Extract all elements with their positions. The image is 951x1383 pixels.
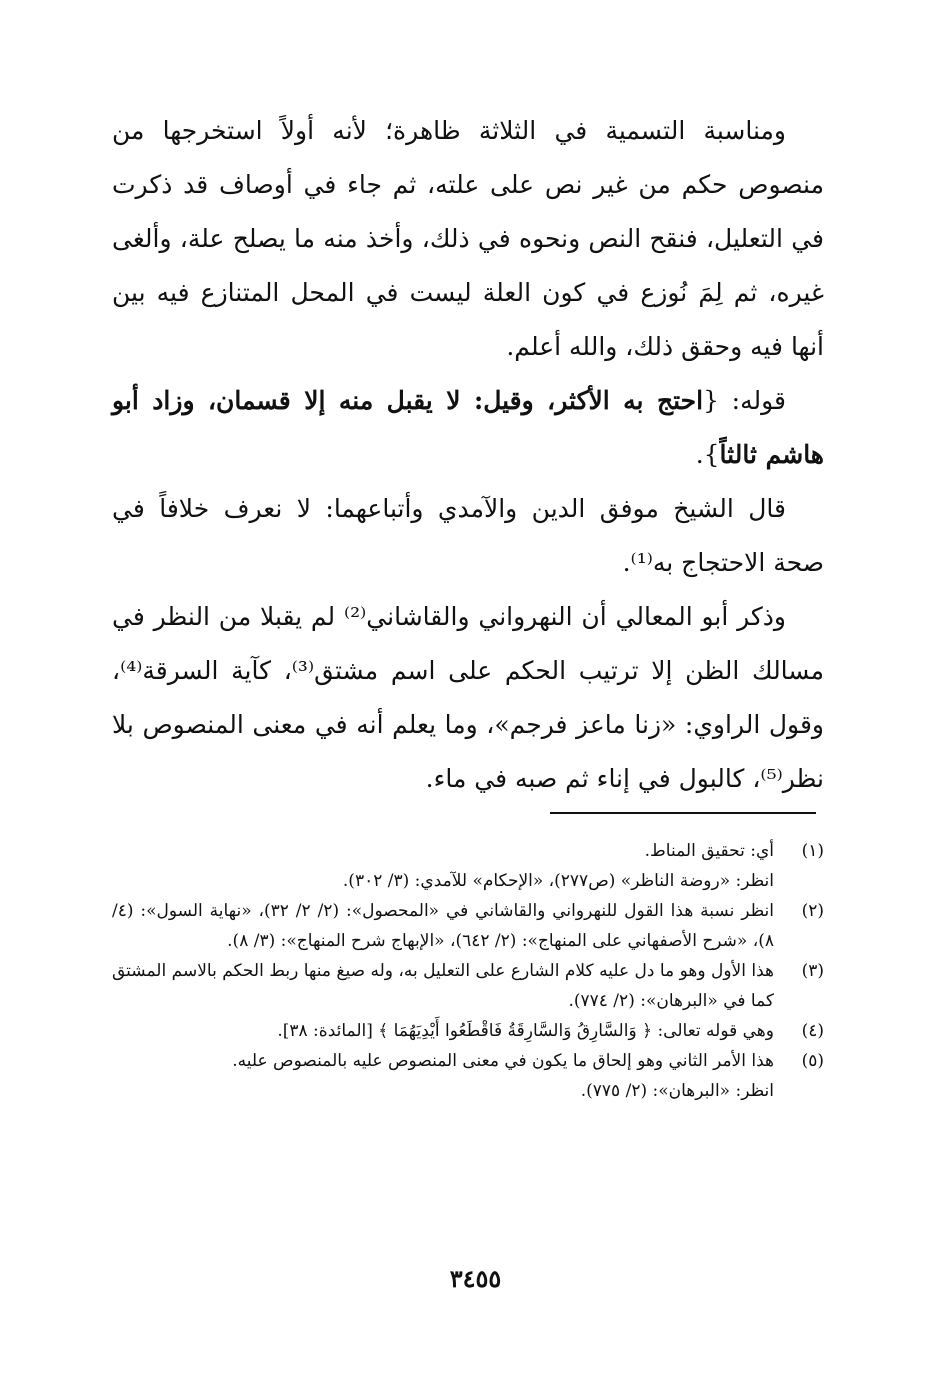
footnote-body: [112, 836, 774, 896]
footnote-4: [112, 1016, 824, 1046]
footnote-number: (٣): [801, 961, 824, 981]
footnotes: [112, 836, 824, 1106]
footnote-body: [112, 956, 774, 1016]
paragraph-4: وذكر أبو المعالي أن النهرواني والقاشاني⁽²⁾ لم يقبلا من النظر في مسالك الظن إلا ترتيب الحكم على اسم مشتق⁽³⁾، كآية السرقة⁽⁴⁾، وقول الراوي: «زنا ماعز فرجم»، وما يعلم أنه في معنى المنصوص بلا نظر⁽⁵⁾، كالبول في إناء ثم صبه في ماء.: [112, 602, 824, 793]
footnote-3: [112, 956, 824, 1016]
footnote-body: [112, 1016, 774, 1046]
main-text: [112, 104, 824, 806]
footnote-body: [112, 1046, 774, 1106]
paragraph-3: قال الشيخ موفق الدين والآمدي وأتباعهما: لا نعرف خلافاً في صحة الاحتجاج به⁽¹⁾.: [112, 494, 824, 577]
footnote-number: (٤): [801, 1021, 824, 1041]
footnote-line: هذا الأمر الثاني وهو إلحاق ما يكون في معنى المنصوص عليه بالمنصوص عليه.: [232, 1051, 774, 1071]
footnote-1: [112, 836, 824, 896]
footnote-2: [112, 896, 824, 956]
quote-close: }.: [695, 440, 720, 469]
footnote-line: وهي قوله تعالى: ﴿ وَالسَّارِقُ وَالسَّارِقَةُ فَاقْطَعُوا أَيْدِيَهُمَا ﴾ [المائدة: ٣٨].: [277, 1021, 774, 1041]
footnote-line: أي: تحقيق المناط.: [644, 841, 774, 861]
quoted-text: احتج به الأكثر، وقيل: لا يقبل منه إلا قسمان، وزاد أبو هاشم ثالثاً: [112, 386, 824, 469]
footnote-5: [112, 1046, 824, 1106]
footnote-number: (٥): [801, 1051, 824, 1071]
page-number: ٣٤٥٥: [449, 1264, 502, 1293]
footnote-line: هذا الأول وهو ما دل عليه كلام الشارع على التعليل به، وله صيغ منها ربط الحكم بالاسم المشتق كما في «البرهان»: (٢/ ٧٧٤).: [112, 961, 774, 1011]
footnote-line: انظر: «روضة الناظر» (ص٢٧٧)، «الإحكام» للآمدي: (٣/ ٣٠٢).: [342, 871, 774, 891]
paragraph-1: ومناسبة التسمية في الثلاثة ظاهرة؛ لأنه أولاً استخرجها من منصوص حكم من غير نص على علته، ثم جاء في أوصاف قد ذكرت في التعليل، فنقح النص ونحوه في ذلك، وأخذ منه ما يصلح علة، وألغى غيره، ثم لِمَ نُوزع في كون العلة ليست في المحل المتنازع فيه بين أنها فيه وحقق ذلك، والله أعلم.: [112, 116, 824, 361]
paragraph-2: [112, 374, 824, 482]
footnote-body: [112, 896, 774, 956]
footnote-number: (٢): [801, 901, 824, 921]
footnote-number: (١): [801, 841, 824, 861]
footnote-line: انظر نسبة هذا القول للنهرواني والقاشاني في «المحصول»: (٢/ ٢/ ٣٢)، «نهاية السول»: (٤/ ٨)، «شرح الأصفهاني على المنهاج»: (٢/ ٦٤٢)، «الإبهاج شرح المنهاج»: (٣/ ٨).: [112, 901, 774, 951]
footnote-separator: [550, 812, 816, 814]
quote-open: قوله: {: [703, 386, 786, 415]
footnote-line: انظر: «البرهان»: (٢/ ٧٧٥).: [580, 1081, 774, 1101]
